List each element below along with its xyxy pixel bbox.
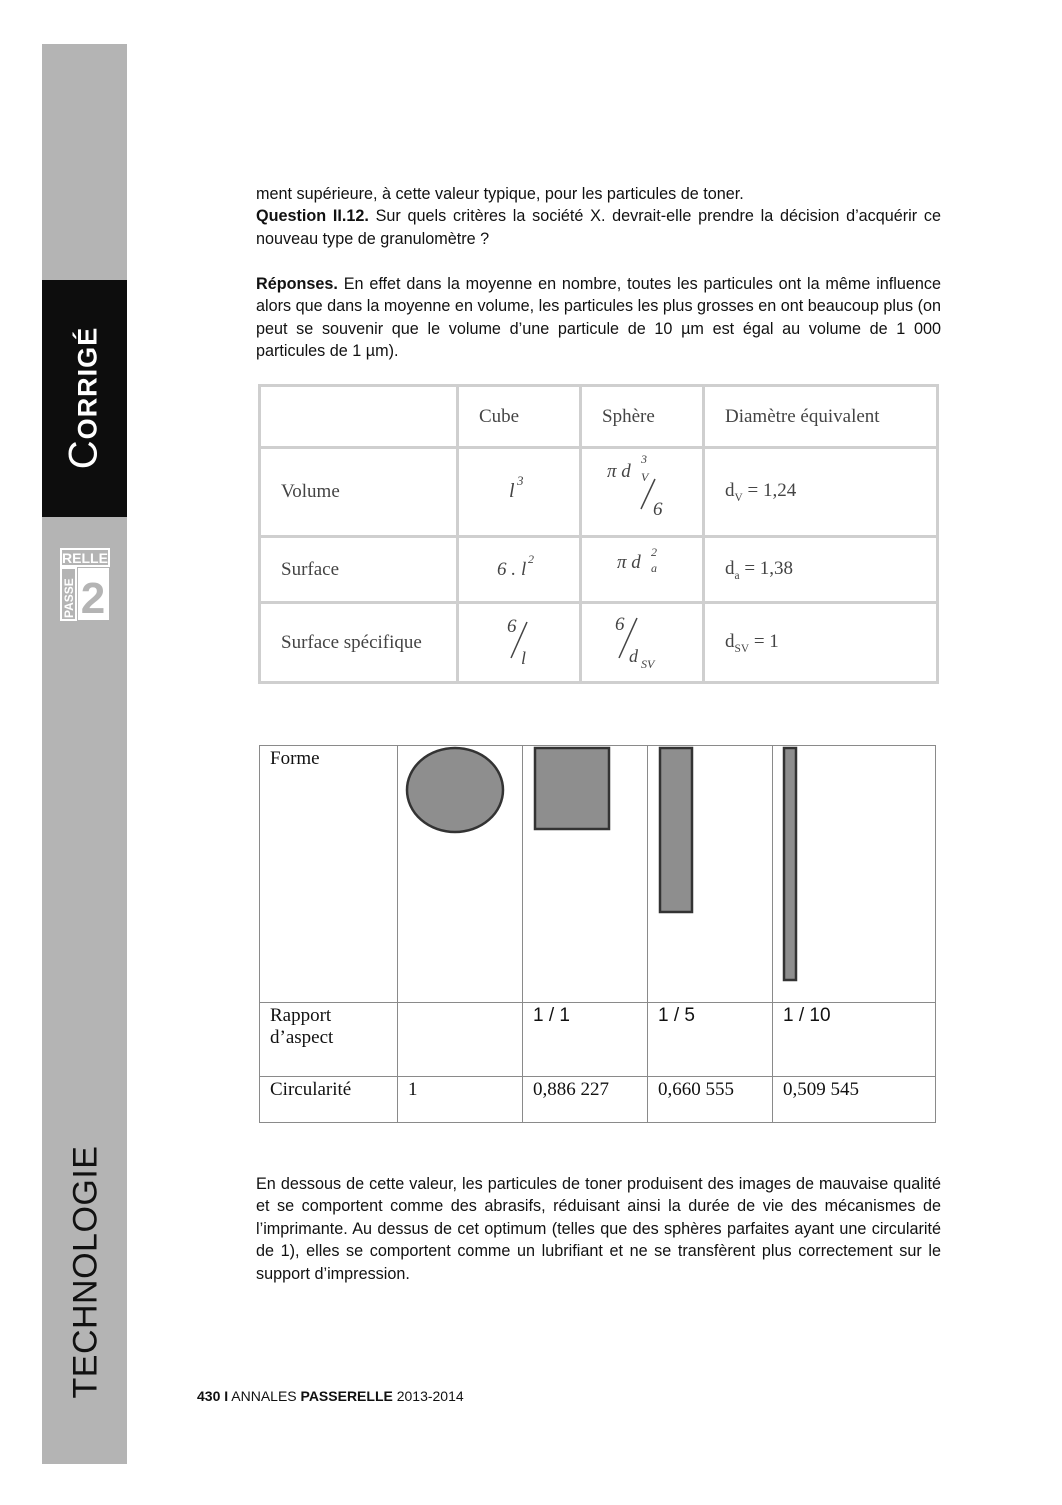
shape-circle-cell — [398, 746, 523, 1003]
svg-text:d: d — [629, 645, 638, 666]
square-shape — [535, 748, 609, 829]
row-label-surface: Surface — [260, 537, 458, 603]
svg-text:6 .: 6 . — [497, 558, 516, 580]
intro-paragraph — [256, 183, 941, 250]
formula-table — [258, 384, 939, 684]
row-label-volume: Volume — [260, 448, 458, 537]
header-empty — [260, 386, 458, 448]
cube-surface-formula — [458, 537, 581, 603]
rect-1-5-shape — [660, 748, 692, 912]
svg-text:l: l — [521, 558, 527, 580]
footer-years: 2013-2014 — [392, 1388, 464, 1404]
shape-rect10-cell — [773, 746, 936, 1003]
header-sphere: Sphère — [581, 386, 704, 448]
aspect-square: 1 / 1 — [523, 1002, 648, 1076]
page-number: 430 I — [197, 1388, 229, 1404]
passerelle-logo — [59, 547, 111, 622]
svg-text:2: 2 — [528, 551, 534, 566]
svg-text:π d: π d — [617, 551, 641, 573]
footer-brand: PASSERELLE — [300, 1388, 393, 1404]
aspect-circle — [398, 1002, 523, 1076]
sphere-surface-formula — [581, 537, 704, 603]
shape-square-cell — [523, 746, 648, 1003]
eq-letter: d — [725, 480, 735, 502]
circularity-rect10: 0,509 545 — [773, 1076, 936, 1122]
cube-specific-formula — [458, 603, 581, 683]
question-text: Sur quels critères la société X. devrait-elle prendre la décision d’acquérir ce nouveau type de granulomètre ? — [256, 207, 941, 248]
svg-text:6: 6 — [507, 615, 517, 637]
aspect-rect10: 1 / 10 — [773, 1002, 936, 1076]
svg-text:l: l — [521, 647, 527, 668]
eq-sub: V — [734, 491, 743, 504]
footer-annales: ANNALES — [228, 1388, 301, 1404]
aspect-rect5: 1 / 5 — [648, 1002, 773, 1076]
eq-sub: SV — [734, 642, 750, 655]
answer-label: Réponses. — [256, 275, 338, 293]
sphere-specific-formula — [581, 603, 704, 683]
svg-text:2: 2 — [651, 544, 657, 559]
svg-text:a: a — [651, 560, 657, 575]
section-label-initial: C — [61, 439, 106, 470]
logo-top-text: RELLE — [62, 550, 108, 566]
row-label-shape: Forme — [260, 746, 398, 1003]
subject-label: TECHNOLOGIE — [66, 1145, 105, 1399]
section-label-rest: ORRIGÉ — [72, 326, 103, 440]
cube-volume-formula — [458, 448, 581, 537]
page-footer — [197, 1388, 464, 1404]
svg-text:l: l — [509, 480, 515, 502]
svg-text:SV: SV — [641, 656, 655, 671]
equivalent-surface — [704, 537, 938, 603]
eq-letter: d — [725, 630, 735, 652]
equivalent-volume — [704, 448, 938, 537]
sphere-volume-formula — [581, 448, 704, 537]
question-label: Question II.12. — [256, 207, 369, 226]
circle-shape — [407, 748, 503, 832]
row-label-aspect: Rapport d’aspect — [260, 1002, 398, 1076]
circularity-circle: 1 — [398, 1076, 523, 1122]
shape-rect5-cell — [648, 746, 773, 1003]
rect-1-10-shape — [784, 748, 796, 980]
svg-text:π d: π d — [607, 461, 631, 482]
svg-text:3: 3 — [517, 473, 524, 488]
circularity-square: 0,886 227 — [523, 1076, 648, 1122]
header-equivalent-diameter: Diamètre équivalent — [704, 386, 938, 448]
answer-text: En effet dans la moyenne en nombre, toutes les particules ont la même influence alors que dans la moyenne en volume, les particules les plus grosses en ont beaucoup plus (on peut se souvenir que le volume d’une particule de 10 µm est égal au volume de 1 000 particules de 1 µm). — [256, 275, 941, 361]
answer-paragraph — [256, 273, 941, 363]
eq-letter: d — [725, 557, 735, 579]
header-cube: Cube — [458, 386, 581, 448]
row-label-specific-surface: Surface spécifique — [260, 603, 458, 683]
equivalent-specific — [704, 603, 938, 683]
row-label-circularity: Circularité — [260, 1076, 398, 1122]
section-label — [62, 327, 107, 469]
svg-text:3: 3 — [641, 452, 647, 466]
eq-value: = 1 — [749, 630, 779, 652]
circularity-rect5: 0,660 555 — [648, 1076, 773, 1122]
shape-table — [259, 745, 936, 1123]
logo-side-text: PASSE — [62, 578, 76, 618]
eq-sub: a — [734, 569, 740, 582]
svg-text:6: 6 — [615, 613, 625, 635]
logo-digit: 2 — [80, 574, 106, 622]
final-paragraph: En dessous de cette valeur, les particules de toner produisent des images de mauvaise qualité et se comportent comme des abrasifs, réduisant ainsi la durée de vie des mécanismes de l’imprimante. Au dessus de cet optimum (telles que des sphères parfaites ayant une circularité de 1), elles se comportent comme un lubrifiant et ne se transfèrent plus correctement sur le support d’impression. — [256, 1175, 941, 1283]
continued-sentence: ment supérieure, à cette valeur typique, pour les particules de toner. — [256, 185, 744, 203]
svg-text:V: V — [641, 470, 649, 484]
eq-value: = 1,24 — [742, 480, 797, 502]
svg-text:6: 6 — [653, 499, 663, 520]
eq-value: = 1,38 — [739, 557, 794, 579]
